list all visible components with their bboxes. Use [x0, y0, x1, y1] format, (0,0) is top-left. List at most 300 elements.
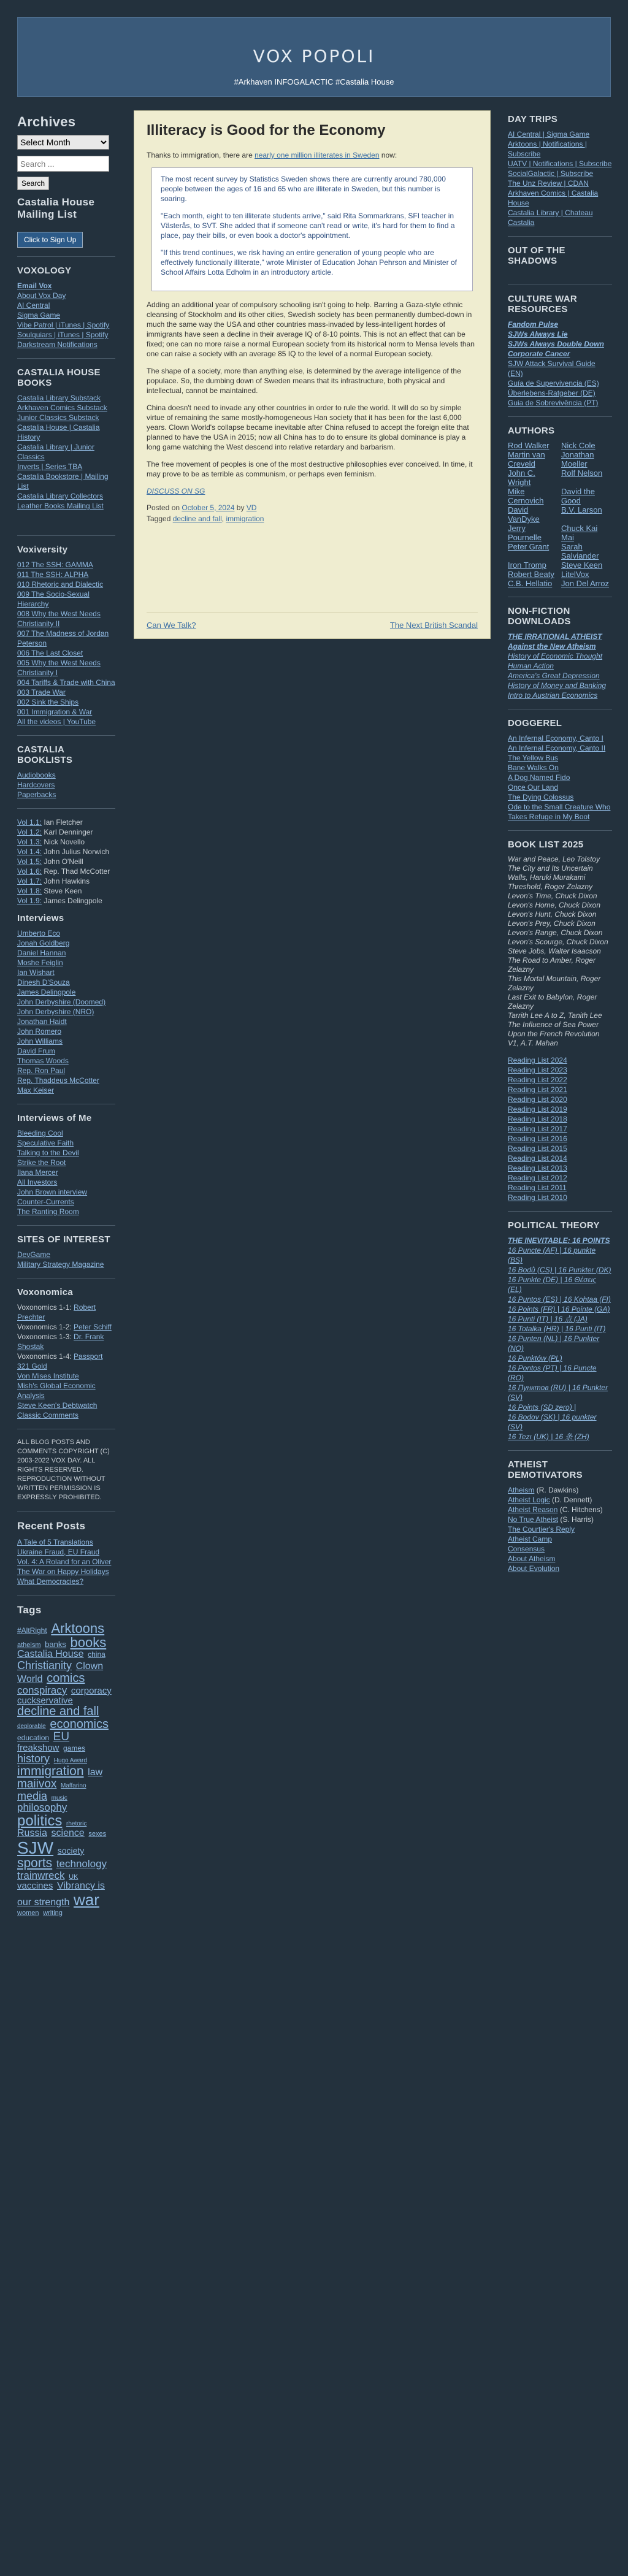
doggerel-item-link[interactable]: A Dog Named Fido — [508, 773, 570, 782]
interview-item-link[interactable]: Jonathan Haidt — [17, 1017, 67, 1026]
voxology-item-link[interactable]: Email Vox — [17, 281, 52, 290]
left-sidebar — [17, 114, 115, 1917]
tags-title: Tags — [17, 1604, 42, 1616]
political-theory-item-link[interactable]: 16 Totalka (HR) | 16 Punti (IT) — [508, 1324, 606, 1333]
interview-item-link[interactable]: John Williams — [17, 1037, 63, 1045]
tag-cloud-link[interactable]: women — [17, 1909, 39, 1917]
volume-item-link[interactable]: Vol 1.5: — [17, 857, 42, 866]
site-item-link[interactable]: Military Strategy Magazine — [17, 1260, 104, 1269]
atheist-item-link[interactable]: Atheist Camp — [508, 1535, 553, 1543]
reading-list-item — [508, 1163, 612, 1173]
reading-list-item-link[interactable]: Reading List 2011 — [508, 1183, 567, 1192]
tag-cloud-link[interactable]: EU — [53, 1730, 70, 1744]
political-theory-item-link[interactable]: 16 Points (SD zero) | — [508, 1403, 576, 1412]
tag-cloud-link[interactable]: comics — [47, 1671, 85, 1685]
booklist-item-link[interactable]: Paperbacks — [17, 790, 56, 799]
header-tag-castalia[interactable]: #Castalia House — [335, 77, 394, 86]
recent-post-item-link[interactable]: What Democracies? — [17, 1577, 84, 1586]
voxonomica-link[interactable]: Mish's Global Economic Analysis — [17, 1382, 96, 1400]
tag-cloud-link[interactable]: SJW — [17, 1838, 54, 1857]
day-trip-item — [508, 159, 612, 169]
reading-list-item-link[interactable]: Reading List 2022 — [508, 1076, 567, 1084]
post-title[interactable]: Illiteracy is Good for the Economy — [147, 122, 386, 139]
interviews-list — [17, 928, 115, 1095]
nonfiction-item-link[interactable]: Human Action — [508, 662, 554, 670]
interview-me-item — [17, 1148, 115, 1158]
nonfiction-item-link[interactable]: THE IRRATIONAL ATHEIST — [508, 632, 602, 641]
castalia-book-item-link[interactable]: Leather Books Mailing List — [17, 502, 104, 510]
search-input[interactable] — [17, 156, 109, 172]
voxology-item-link[interactable]: Soulquiars | iTunes | Spotify — [17, 331, 109, 339]
political-theory-item — [508, 1334, 612, 1353]
author-link[interactable]: Jonathan Moeller — [561, 450, 594, 468]
tag-cloud-link[interactable]: Russia — [17, 1827, 47, 1838]
booklist-entry: The City and Its Uncertain Walls, Haruki Murakami — [508, 864, 593, 882]
reading-list-item — [508, 1065, 612, 1075]
political-theory-item-link[interactable]: 16 Points (FR) | 16 Pointe (GA) — [508, 1305, 610, 1313]
mailing-list-title: Castalia House Mailing List — [17, 196, 95, 220]
voxology-item-link[interactable]: Darkstream Notifications — [17, 340, 98, 349]
political-theory-item-link[interactable]: 16 Punktów (PL) — [508, 1354, 562, 1363]
site-item — [17, 1259, 115, 1269]
tag-cloud-link[interactable]: history — [17, 1752, 50, 1765]
author-link[interactable]: Rod Walker — [508, 441, 550, 450]
reading-list-item-link[interactable]: Reading List 2018 — [508, 1115, 567, 1123]
volume-item-link[interactable]: Vol 1.7: — [17, 877, 42, 885]
political-theory-item — [508, 1265, 612, 1275]
doggerel-item — [508, 773, 612, 782]
nonfiction-item-link[interactable]: History of Money and Banking — [508, 681, 607, 690]
doggerel-item-link[interactable]: Ode to the Small Creature Who Takes Refuge in My Boot — [508, 803, 611, 821]
booklist-item — [17, 780, 115, 790]
post-tag-link[interactable]: immigration — [226, 514, 264, 523]
tag-cloud-link[interactable]: Castalia House — [17, 1649, 84, 1660]
political-theory-item-link[interactable]: 16 Bodov (SK) | 16 punkter (SV) — [508, 1413, 597, 1431]
doggerel-item-link[interactable]: The Dying Colossus — [508, 793, 574, 801]
tag-cloud-link[interactable]: sports — [17, 1856, 53, 1871]
atheist-item-link[interactable]: Consensus — [508, 1545, 545, 1553]
reading-list-item-link[interactable]: Reading List 2021 — [508, 1085, 567, 1094]
by-label: by — [234, 503, 247, 512]
recent-post-item-link[interactable]: The War on Happy Holidays — [17, 1567, 109, 1576]
day-trip-item — [508, 188, 612, 208]
culture-war-item-link[interactable]: SJW Attack Survival Guide (EN) — [508, 359, 595, 378]
source-link[interactable]: nearly one million illiterates in Sweden — [255, 151, 380, 159]
interview-item-link[interactable]: Daniel Hannan — [17, 949, 66, 957]
list-item-note: Karl Denninger — [42, 828, 93, 836]
tag-cloud-link[interactable]: #AltRight — [17, 1626, 47, 1635]
tag-cloud-link[interactable]: media — [17, 1789, 48, 1802]
reading-list-item — [508, 1173, 612, 1183]
culture-war-item-link[interactable]: SJWs Always Lie — [508, 330, 568, 338]
voxiversity-item — [17, 589, 115, 609]
culture-war-item — [508, 398, 612, 408]
tag-cloud-link[interactable]: Vibrancy is our strength — [17, 1880, 105, 1908]
post-tag-link[interactable]: decline and fall — [172, 514, 222, 523]
header-tag-infogalactic[interactable]: INFOGALACTIC — [274, 77, 334, 86]
reading-list-item-link[interactable]: Reading List 2015 — [508, 1144, 567, 1153]
doggerel-item-link[interactable]: An Infernal Economy, Canto II — [508, 744, 606, 752]
tag-cloud-link[interactable]: World — [17, 1673, 43, 1684]
interview-item — [17, 1046, 115, 1056]
interview-me-item-link[interactable]: Strike the Root — [17, 1158, 66, 1167]
doggerel-item — [508, 743, 612, 753]
author-link[interactable]: Sarah Salviander — [561, 542, 599, 560]
booklist-item-link[interactable]: Hardcovers — [17, 781, 55, 789]
interview-item-link[interactable]: Dinesh D'Souza — [17, 978, 70, 987]
archive-month-select[interactable] — [17, 135, 109, 150]
tag-cloud-link[interactable]: Clown — [75, 1661, 104, 1672]
interview-me-item-link[interactable]: The Ranting Room — [17, 1207, 79, 1216]
tag-cloud — [17, 1621, 115, 1917]
atheist-item-link[interactable]: The Courtier's Reply — [508, 1525, 575, 1534]
search-button[interactable]: Search — [17, 177, 49, 190]
atheist-item-link[interactable]: About Atheism — [508, 1554, 556, 1563]
tag-cloud-link[interactable]: corporacy — [71, 1685, 112, 1696]
voxiversity-item-link[interactable]: 011 The SSH: ALPHA — [17, 570, 89, 579]
political-theory-item-link[interactable]: 16 Puntos (ES) | 16 Kohtaa (FI) — [508, 1295, 611, 1304]
atheist-item-link[interactable]: Atheist Logic — [508, 1496, 550, 1504]
author-link[interactable]: Nick Cole — [561, 441, 595, 450]
reading-list-item — [508, 1134, 612, 1144]
doggerel-item — [508, 802, 612, 822]
reading-list-item-link[interactable]: Reading List 2019 — [508, 1105, 567, 1114]
voxology-item-link[interactable]: About Vox Day — [17, 291, 66, 300]
voxiversity-item-link[interactable]: 005 Why the West Needs Christianity I — [17, 659, 101, 677]
site-item-link[interactable]: DevGame — [17, 1250, 51, 1259]
interview-me-item-link[interactable]: Ilana Mercer — [17, 1168, 58, 1177]
tag-cloud-link[interactable]: vaccines — [17, 1880, 53, 1891]
author-link[interactable]: B.V. Larson — [561, 505, 602, 514]
tag-cloud-link[interactable]: deplorable — [17, 1723, 46, 1730]
voxonomica-link[interactable]: Passport 321 Gold — [17, 1352, 103, 1370]
tag-cloud-link[interactable]: cuckservative — [17, 1695, 73, 1706]
author-link[interactable]: Rolf Nelson — [561, 468, 603, 478]
voxiversity-item-link[interactable]: 001 Immigration & War — [17, 708, 93, 716]
divider — [508, 416, 612, 417]
voxology-item-link[interactable]: Sigma Game — [17, 311, 61, 319]
author-link[interactable]: Robert Beaty — [508, 570, 554, 579]
voxiversity-item-link[interactable]: 004 Tariffs & Trade with China — [17, 678, 115, 687]
volume-item-link[interactable]: Vol 1.4: — [17, 847, 42, 856]
author-link[interactable]: Jon Del Arroz — [561, 579, 610, 588]
voxiversity-item-link[interactable]: 012 The SSH: GAMMA — [17, 560, 93, 569]
tag-cloud-link[interactable]: trainwreck — [17, 1870, 65, 1882]
site-title[interactable]: VOX POPOLI — [253, 46, 375, 66]
political-theory-item-link[interactable]: 16 Punten (NL) | 16 Punkter (NO) — [508, 1334, 600, 1353]
nonfiction-item-link[interactable]: America's Great Depression — [508, 671, 600, 680]
castalia-books-title: CASTALIA HOUSE BOOKS — [17, 367, 101, 388]
interview-item-link[interactable]: James Delingpole — [17, 988, 76, 996]
interview-item — [17, 1076, 115, 1085]
booklist-entry: Steve Jobs, Walter Isaacson — [508, 947, 601, 955]
interview-item-link[interactable]: Rep. Thaddeus McCotter — [17, 1076, 99, 1085]
tag-cloud-link[interactable]: technology — [56, 1858, 107, 1870]
day-trips-title: DAY TRIPS — [508, 114, 558, 124]
divider — [508, 1450, 612, 1451]
nonfiction-item — [508, 661, 612, 671]
doggerel-item-link[interactable]: An Infernal Economy, Canto I — [508, 734, 603, 743]
voxiversity-item-link[interactable]: 007 The Madness of Jordan Peterson — [17, 629, 109, 648]
political-theory-item — [508, 1363, 612, 1383]
tag-cloud-link[interactable]: Maffarino — [61, 1783, 86, 1789]
interview-item-link[interactable]: Rep. Ron Paul — [17, 1066, 66, 1075]
tag-cloud-link[interactable]: Christianity — [17, 1659, 72, 1672]
interview-item-link[interactable]: David Frum — [17, 1047, 56, 1055]
tag-cloud-link[interactable]: conspiracy — [17, 1684, 67, 1696]
divider — [17, 1511, 115, 1512]
tag-cloud-link[interactable]: science — [51, 1827, 85, 1838]
voxonomica-link[interactable]: Steve Keen's Debtwatch — [17, 1401, 98, 1410]
post-date-link[interactable]: October 5, 2024 — [182, 503, 235, 512]
volume-item-link[interactable]: Vol 1.1: — [17, 818, 42, 827]
atheist-item-link[interactable]: No True Atheist — [508, 1515, 559, 1524]
castalia-book-item-link[interactable]: Junior Classics Substack — [17, 413, 99, 422]
voxonomica-link[interactable]: Von Mises Institute — [17, 1372, 79, 1380]
interview-item-link[interactable]: John Derbyshire (NRO) — [17, 1007, 94, 1016]
author-link[interactable]: David VanDyke — [508, 505, 540, 524]
author-link[interactable]: Jerry Pournelle — [508, 524, 542, 542]
voxonomica-link[interactable]: Robert Prechter — [17, 1303, 96, 1321]
reading-list-item-link[interactable]: Reading List 2023 — [508, 1066, 567, 1074]
volume-item-link[interactable]: Vol 1.8: — [17, 887, 42, 895]
interview-item-link[interactable]: Ian Wishart — [17, 968, 55, 977]
nonfiction-item-link[interactable]: Against the New Atheism — [508, 642, 596, 651]
tag-cloud-link[interactable]: economics — [50, 1718, 109, 1732]
voxiversity-item-link[interactable]: 008 Why the West Needs Christianity II — [17, 610, 101, 628]
recent-post-item-link[interactable]: Vol. 4: A Roland for an Oliver — [17, 1557, 112, 1566]
interview-item-link[interactable]: Moshe Feiglin — [17, 958, 63, 967]
castalia-book-item-link[interactable]: Castalia Bookstore | Mailing List — [17, 472, 109, 491]
political-theory-item-link[interactable]: 16 Bodů (CS) | 16 Punkter (DK) — [508, 1266, 611, 1274]
volume-item-link[interactable]: Vol 1.6: — [17, 867, 42, 876]
atheist-item-link[interactable]: About Evolution — [508, 1564, 560, 1573]
culture-war-item-link[interactable]: Überlebens-Ratgeber (DE) — [508, 389, 595, 397]
tag-cloud-link[interactable]: games — [63, 1744, 86, 1753]
recent-post-item-link[interactable]: A Tale of 5 Translations — [17, 1538, 93, 1546]
castalia-book-item-link[interactable]: Arkhaven Comics Substack — [17, 403, 107, 412]
reading-list-item-link[interactable]: Reading List 2017 — [508, 1125, 567, 1133]
author-link[interactable]: Mike Cernovich — [508, 487, 544, 505]
interview-me-item-link[interactable]: Counter-Currents — [17, 1198, 74, 1206]
day-trip-item-link[interactable]: The Unz Review | CDAN — [508, 179, 589, 188]
political-theory-item-link[interactable]: 16 Tezı (UK) | 16 条 (ZH) — [508, 1432, 589, 1441]
interview-me-item-link[interactable]: Speculative Faith — [17, 1139, 74, 1147]
tag-cloud-link[interactable]: banks — [45, 1640, 66, 1649]
tag-cloud-link[interactable]: Hugo Award — [53, 1757, 87, 1765]
political-theory-item-link[interactable]: THE INEVITABLE: 16 POINTS — [508, 1236, 610, 1245]
booklist-entry: Levon's Scourge, Chuck Dixon — [508, 938, 608, 946]
culture-war-item-link[interactable]: Corporate Cancer — [508, 350, 570, 358]
next-post-link[interactable]: The Next British Scandal — [389, 621, 478, 630]
castalia-book-item-link[interactable]: Castalia Library | Junior Classics — [17, 443, 94, 461]
volume-item — [17, 886, 115, 896]
author-link[interactable]: Peter Grant — [508, 542, 550, 551]
list-item-note: Nick Novello — [42, 838, 85, 846]
culture-war-item-link[interactable]: Guia de Sobrevivência (PT) — [508, 399, 599, 407]
political-theory-item-link[interactable]: 16 Punti (IT) | 16 点 (JA) — [508, 1315, 588, 1323]
author-link[interactable]: VD — [246, 503, 257, 512]
recent-posts-list — [17, 1537, 115, 1586]
authors-title: AUTHORS — [508, 426, 555, 436]
interview-item-link[interactable]: Thomas Woods — [17, 1057, 69, 1065]
voxiversity-item-link[interactable]: All the videos | YouTube — [17, 717, 96, 726]
tag-cloud-link[interactable]: politics — [17, 1812, 63, 1829]
divider — [17, 1595, 115, 1596]
voxonomica-link[interactable]: Dr. Frank Shostak — [17, 1332, 104, 1351]
author-link[interactable]: Chuck Kai Mai — [561, 524, 598, 542]
tag-cloud-link[interactable]: society — [57, 1845, 85, 1856]
interview-me-item-link[interactable]: Bleeding Cool — [17, 1129, 63, 1137]
recent-post-item — [17, 1577, 115, 1586]
reading-list-item-link[interactable]: Reading List 2020 — [508, 1095, 567, 1104]
interview-item-link[interactable]: Jonah Goldberg — [17, 939, 70, 947]
castalia-book-item-link[interactable]: Castalia Library Substack — [17, 394, 101, 402]
author-link[interactable]: LitelVox — [561, 570, 589, 579]
nonfiction-item-link[interactable]: History of Economic Thought — [508, 652, 603, 660]
voxiversity-item-link[interactable]: 010 Rhetoric and Dialectic — [17, 580, 104, 589]
author-link[interactable]: C.B. Hellatio — [508, 579, 553, 588]
signup-button[interactable]: Click to Sign Up — [17, 232, 83, 248]
tag-cloud-link[interactable]: philosophy — [17, 1801, 67, 1813]
reading-list-item — [508, 1104, 612, 1114]
reading-list-item-link[interactable]: Reading List 2010 — [508, 1193, 567, 1202]
volume-item-link[interactable]: Vol 1.3: — [17, 838, 42, 846]
voxiversity-item-link[interactable]: 009 The Socio-Sexual Hierarchy — [17, 590, 90, 608]
interview-item-link[interactable]: John Romero — [17, 1027, 62, 1036]
reading-list-item-link[interactable]: Reading List 2024 — [508, 1056, 567, 1064]
castalia-book-item-link[interactable]: Castalia House | Castalia History — [17, 423, 100, 441]
volume-item — [17, 876, 115, 886]
voxonomica-link[interactable]: Classic Comments — [17, 1411, 79, 1420]
tag-cloud-link[interactable]: books — [70, 1635, 107, 1651]
author-link[interactable]: John C. Wright — [508, 468, 535, 487]
day-trip-item-link[interactable]: UATV | Notifications | Subscribe — [508, 159, 612, 168]
tag-cloud-link[interactable]: immigration — [17, 1764, 84, 1778]
author-link[interactable]: Steve Keen — [561, 560, 603, 570]
volume-item-link[interactable]: Vol 1.9: — [17, 896, 42, 905]
tag-cloud-link[interactable]: UK — [69, 1873, 78, 1881]
tag-cloud-link[interactable]: atheism — [17, 1642, 41, 1649]
day-trip-item-link[interactable]: SocialGalactic | Subscribe — [508, 169, 594, 178]
day-trip-item-link[interactable]: Castalia Library | Chateau Castalia — [508, 208, 593, 227]
tag-separator: , — [221, 514, 226, 523]
voxology-list — [17, 281, 115, 350]
post-intro-end: now: — [379, 151, 397, 159]
interview-item-link[interactable]: Umberto Eco — [17, 929, 61, 938]
tag-cloud-link[interactable]: law — [88, 1767, 103, 1778]
political-theory-item-link[interactable]: 16 Pontos (PT) | 16 Puncte (RO) — [508, 1364, 597, 1382]
tag-cloud-link[interactable]: sexes — [88, 1830, 107, 1838]
tag-cloud-link[interactable]: music — [51, 1794, 67, 1802]
voxology-item-link[interactable]: AI Central — [17, 301, 50, 310]
interview-item-link[interactable]: John Derbyshire (Doomed) — [17, 998, 106, 1006]
tag-cloud-link[interactable]: education — [17, 1733, 50, 1743]
nonfiction-item-link[interactable]: Intro to Austrian Economics — [508, 691, 598, 700]
volume-item-link[interactable]: Vol 1.2: — [17, 828, 42, 836]
previous-post-link[interactable]: Can We Talk? — [147, 621, 196, 630]
reading-list-item-link[interactable]: Reading List 2016 — [508, 1134, 567, 1143]
political-theory-item-link[interactable]: 16 Puncte (AF) | 16 punkte (BS) — [508, 1246, 596, 1264]
right-sidebar — [508, 114, 612, 1573]
political-theory-item-link[interactable]: 16 Punkte (DE) | 16 Θέσεις (EL) — [508, 1275, 597, 1294]
interview-item-link[interactable]: Max Keiser — [17, 1086, 55, 1095]
day-trip-item-link[interactable]: AI Central | Sigma Game — [508, 130, 590, 139]
tag-cloud-link[interactable]: maiivox — [17, 1778, 57, 1791]
author-link[interactable]: Martin van Creveld — [508, 450, 545, 468]
day-trip-item-link[interactable]: Arkhaven Comics | Castalia House — [508, 189, 599, 207]
castalia-book-item-link[interactable]: Inverts | Series TBA — [17, 462, 83, 471]
post-article — [134, 110, 491, 639]
interview-me-item-link[interactable]: John Brown interview — [17, 1188, 88, 1196]
day-trips-list — [508, 129, 612, 227]
author-link[interactable]: Iron Tromp — [508, 560, 546, 570]
author-link[interactable]: David the Good — [561, 487, 595, 505]
voxology-item-link[interactable]: Vibe Patrol | iTunes | Spotify — [17, 321, 110, 329]
atheist-item-link[interactable]: Atheism — [508, 1486, 535, 1494]
reading-list-item-link[interactable]: Reading List 2013 — [508, 1164, 567, 1172]
reading-list-item-link[interactable]: Reading List 2014 — [508, 1154, 567, 1163]
reading-list-item — [508, 1055, 612, 1065]
tag-cloud-link[interactable]: writing — [43, 1909, 63, 1917]
booklist-item-link[interactable]: Audiobooks — [17, 771, 56, 779]
tag-cloud-link[interactable]: china — [88, 1650, 105, 1659]
culture-war-item — [508, 329, 612, 339]
interview-me-item-link[interactable]: All Investors — [17, 1178, 58, 1187]
doggerel-item-link[interactable]: Once Our Land — [508, 783, 559, 792]
recent-post-item-link[interactable]: Ukraine Fraud, EU Fraud — [17, 1548, 100, 1556]
culture-war-item-link[interactable]: Guía de Supervivencia (ES) — [508, 379, 599, 388]
voxiversity-item-link[interactable]: 006 The Last Closet — [17, 649, 83, 657]
voxiversity-item — [17, 678, 115, 687]
political-theory-item — [508, 1245, 612, 1265]
voxiversity-item-link[interactable]: 003 Trade War — [17, 688, 66, 697]
culture-war-item-link[interactable]: Fandom Pulse — [508, 320, 559, 329]
header-tag-arkhaven[interactable]: #Arkhaven — [234, 77, 272, 86]
tag-cloud-link[interactable]: Arktoons — [51, 1621, 105, 1636]
divider — [508, 1211, 612, 1212]
culture-war-item-link[interactable]: SJWs Always Double Down — [508, 340, 604, 348]
interview-me-item — [17, 1197, 115, 1207]
voxonomica-item — [17, 1381, 115, 1401]
interview-item — [17, 1007, 115, 1017]
day-trip-item-link[interactable]: Arktoons | Notifications | Subscribe — [508, 140, 587, 158]
castalia-book-item — [17, 413, 115, 422]
tag-cloud-link[interactable]: decline and fall — [17, 1705, 99, 1719]
tag-cloud-link[interactable]: freakshow — [17, 1743, 59, 1754]
reading-list-item-link[interactable]: Reading List 2012 — [508, 1174, 567, 1182]
interview-me-item-link[interactable]: Talking to the Devil — [17, 1148, 79, 1157]
voxonomica-link[interactable]: Peter Schiff — [74, 1323, 112, 1331]
culture-war-list — [508, 319, 612, 408]
list-item-note: (S. Harris) — [558, 1515, 594, 1524]
discuss-link[interactable]: DISCUSS ON SG — [147, 487, 205, 495]
tag-cloud-link[interactable]: war — [74, 1890, 99, 1909]
atheist-item-link[interactable]: Atheist Reason — [508, 1505, 558, 1514]
voxonomica-item — [17, 1371, 115, 1381]
doggerel-item-link[interactable]: The Yellow Bus — [508, 754, 559, 762]
voxiversity-item-link[interactable]: 002 Sink the Ships — [17, 698, 79, 706]
recent-post-item — [17, 1547, 115, 1557]
doggerel-item — [508, 733, 612, 743]
voxonomica-item — [17, 1302, 115, 1322]
political-theory-item-link[interactable]: 16 Пунктов (RU) | 16 Punkter (SV) — [508, 1383, 608, 1402]
post-paragraph: Adding an additional year of compulsory schooling isn't going to help. Barring a Gaza-style ethnic cleansing of Stockholm and its other cities, Swedish society has been permanently dumbed-down in much the same way the USA and other countries mass-invaded by less-intelligent hordes of immigrants have seen a decline in their average IQ of 8-10 points. This is not an effect that can be fixed; one can no more raise a normal European society from its historical norm to Mensa levels than one can raise a society with an average 85 IQ to the level of a normal European society. — [147, 300, 475, 358]
doggerel-item-link[interactable]: Bane Walks On — [508, 763, 559, 772]
castalia-book-item-link[interactable]: Castalia Library Collectors — [17, 492, 104, 500]
tag-cloud-link[interactable]: rhetoric — [66, 1820, 87, 1827]
interview-item — [17, 958, 115, 968]
